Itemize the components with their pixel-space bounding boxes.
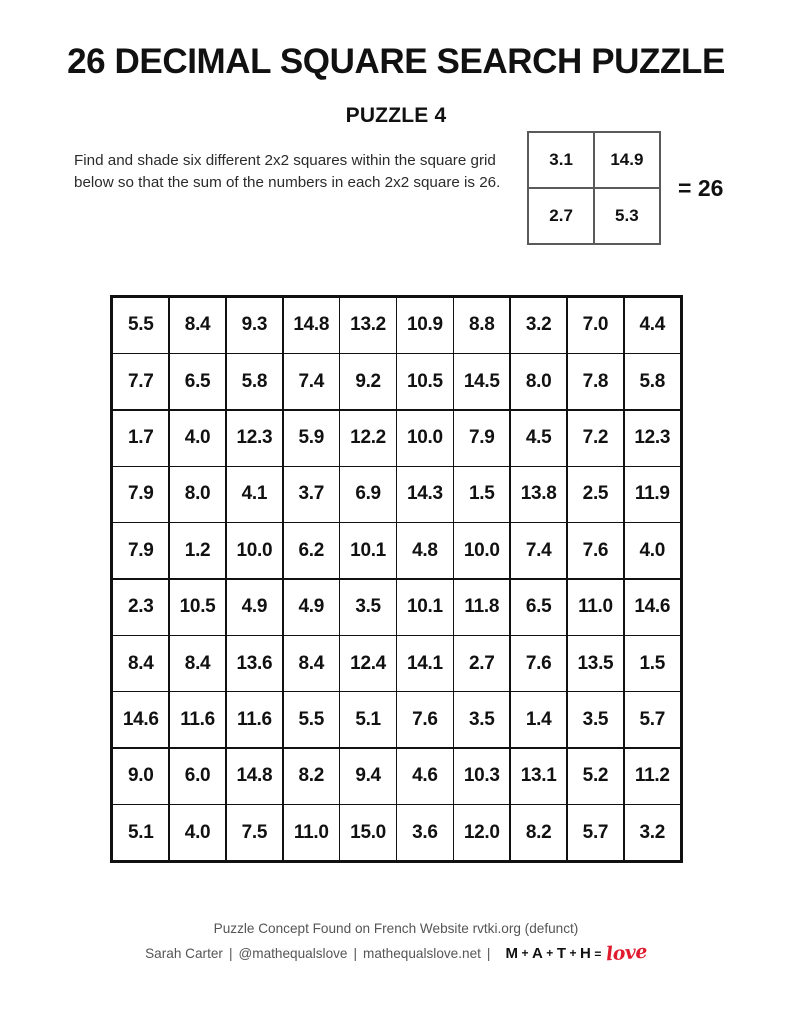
grid-cell[interactable]: 8.8 xyxy=(454,298,509,353)
footer-attribution-line xyxy=(0,942,792,965)
grid-cell[interactable]: 1.7 xyxy=(113,411,168,466)
grid-cell[interactable]: 10.0 xyxy=(227,523,282,578)
grid-cell[interactable]: 5.8 xyxy=(227,354,282,409)
grid-cell[interactable]: 10.0 xyxy=(397,411,452,466)
grid-cell[interactable]: 4.0 xyxy=(625,523,680,578)
grid-cell[interactable]: 7.9 xyxy=(113,523,168,578)
puzzle-grid[interactable] xyxy=(110,295,683,863)
grid-cell[interactable]: 6.9 xyxy=(340,467,395,522)
grid-cell[interactable]: 4.9 xyxy=(227,580,282,635)
footer-separator: | xyxy=(228,946,233,961)
grid-cell[interactable]: 10.0 xyxy=(454,523,509,578)
grid-cell[interactable]: 8.4 xyxy=(170,298,225,353)
logo-plus-icon: + xyxy=(546,946,554,960)
grid-cell[interactable]: 1.4 xyxy=(511,692,566,747)
grid-cell[interactable]: 3.2 xyxy=(625,805,680,860)
grid-cell[interactable]: 8.4 xyxy=(113,636,168,691)
grid-cell[interactable]: 8.0 xyxy=(170,467,225,522)
grid-cell[interactable]: 15.0 xyxy=(340,805,395,860)
grid-cell[interactable]: 11.2 xyxy=(625,749,680,804)
grid-cell[interactable]: 11.6 xyxy=(170,692,225,747)
example-cell: 14.9 xyxy=(595,133,659,187)
grid-cell[interactable]: 7.6 xyxy=(568,523,623,578)
grid-cell[interactable]: 5.1 xyxy=(340,692,395,747)
grid-cell[interactable]: 14.1 xyxy=(397,636,452,691)
example-cell: 3.1 xyxy=(529,133,593,187)
grid-cell[interactable]: 3.5 xyxy=(340,580,395,635)
grid-cell[interactable]: 5.9 xyxy=(284,411,339,466)
grid-cell[interactable]: 5.7 xyxy=(625,692,680,747)
logo-equals-icon: = xyxy=(594,947,602,961)
grid-cell[interactable]: 4.8 xyxy=(397,523,452,578)
grid-cell[interactable]: 5.8 xyxy=(625,354,680,409)
example-2x2-grid xyxy=(527,131,661,245)
grid-cell[interactable]: 13.6 xyxy=(227,636,282,691)
grid-cell[interactable]: 12.4 xyxy=(340,636,395,691)
grid-cell[interactable]: 8.2 xyxy=(284,749,339,804)
logo-letter-h: H xyxy=(580,945,592,962)
grid-cell[interactable]: 11.9 xyxy=(625,467,680,522)
grid-cell[interactable]: 9.0 xyxy=(113,749,168,804)
grid-cell[interactable]: 1.5 xyxy=(454,467,509,522)
grid-cell[interactable]: 14.8 xyxy=(227,749,282,804)
grid-cell[interactable]: 3.2 xyxy=(511,298,566,353)
grid-cell[interactable]: 7.0 xyxy=(568,298,623,353)
grid-cell[interactable]: 14.8 xyxy=(284,298,339,353)
grid-cell[interactable]: 9.4 xyxy=(340,749,395,804)
grid-cell[interactable]: 10.1 xyxy=(397,580,452,635)
grid-cell[interactable]: 7.9 xyxy=(454,411,509,466)
grid-cell[interactable]: 8.2 xyxy=(511,805,566,860)
grid-cell[interactable]: 10.5 xyxy=(397,354,452,409)
grid-cell[interactable]: 3.6 xyxy=(397,805,452,860)
math-equals-love-logo xyxy=(505,942,646,965)
footer-website-link[interactable]: mathequalslove.net xyxy=(363,946,481,961)
footer-separator: | xyxy=(353,946,358,961)
grid-cell[interactable]: 2.7 xyxy=(454,636,509,691)
grid-cell[interactable]: 11.0 xyxy=(568,580,623,635)
grid-cell[interactable]: 3.7 xyxy=(284,467,339,522)
instructions-text: Find and shade six different 2x2 squares within the square grid below so that the sum of the numbers in each 2x2 square is 26. xyxy=(74,152,501,192)
grid-cell[interactable]: 11.8 xyxy=(454,580,509,635)
grid-cell[interactable]: 10.3 xyxy=(454,749,509,804)
example-cell: 2.7 xyxy=(529,189,593,243)
logo-love-script: love xyxy=(605,940,648,966)
grid-cell[interactable]: 10.9 xyxy=(397,298,452,353)
grid-cell[interactable]: 12.0 xyxy=(454,805,509,860)
grid-cell[interactable]: 9.3 xyxy=(227,298,282,353)
grid-cell[interactable]: 7.7 xyxy=(113,354,168,409)
footer xyxy=(0,918,792,965)
grid-cell[interactable]: 4.6 xyxy=(397,749,452,804)
grid-cell[interactable]: 11.6 xyxy=(227,692,282,747)
grid-cell[interactable]: 4.0 xyxy=(170,805,225,860)
grid-cell[interactable]: 6.2 xyxy=(284,523,339,578)
grid-cell[interactable]: 4.4 xyxy=(625,298,680,353)
grid-cell[interactable]: 2.3 xyxy=(113,580,168,635)
grid-cell[interactable]: 13.8 xyxy=(511,467,566,522)
grid-cell[interactable]: 7.2 xyxy=(568,411,623,466)
grid-cell[interactable]: 7.6 xyxy=(397,692,452,747)
grid-cell[interactable]: 14.3 xyxy=(397,467,452,522)
logo-letter-a: A xyxy=(531,945,544,962)
grid-cell[interactable]: 4.1 xyxy=(227,467,282,522)
grid-cell[interactable]: 14.6 xyxy=(113,692,168,747)
grid-cell[interactable]: 6.5 xyxy=(511,580,566,635)
grid-cell[interactable]: 7.4 xyxy=(284,354,339,409)
grid-cell[interactable]: 13.2 xyxy=(340,298,395,353)
grid-cell[interactable]: 7.5 xyxy=(227,805,282,860)
puzzle-subtitle: PUZZLE 4 xyxy=(345,104,447,127)
logo-letter-m: M xyxy=(505,945,519,962)
grid-cell[interactable]: 5.5 xyxy=(113,298,168,353)
example-sum-label: = 26 xyxy=(678,174,724,201)
logo-plus-icon: + xyxy=(521,946,529,960)
grid-cell[interactable]: 8.0 xyxy=(511,354,566,409)
grid-cell[interactable]: 7.9 xyxy=(113,467,168,522)
grid-cell[interactable]: 8.4 xyxy=(170,636,225,691)
grid-cell[interactable]: 4.9 xyxy=(284,580,339,635)
example-cell: 5.3 xyxy=(595,189,659,243)
grid-cell[interactable]: 8.4 xyxy=(284,636,339,691)
grid-cell[interactable]: 3.5 xyxy=(568,692,623,747)
grid-cell[interactable]: 1.5 xyxy=(625,636,680,691)
grid-cell[interactable]: 9.2 xyxy=(340,354,395,409)
grid-cell[interactable]: 10.1 xyxy=(340,523,395,578)
grid-cell[interactable]: 12.3 xyxy=(625,411,680,466)
grid-cell[interactable]: 7.8 xyxy=(568,354,623,409)
footer-separator: | xyxy=(486,946,491,961)
page-title: 26 DECIMAL SQUARE SEARCH PUZZLE xyxy=(67,42,725,81)
grid-cell[interactable]: 5.1 xyxy=(113,805,168,860)
grid-cell[interactable]: 5.2 xyxy=(568,749,623,804)
grid-cell[interactable]: 6.5 xyxy=(170,354,225,409)
grid-cell[interactable]: 3.5 xyxy=(454,692,509,747)
grid-cell[interactable]: 14.5 xyxy=(454,354,509,409)
logo-plus-icon: + xyxy=(569,946,577,960)
grid-cell[interactable]: 11.0 xyxy=(284,805,339,860)
grid-cell[interactable]: 1.2 xyxy=(170,523,225,578)
grid-cell[interactable]: 12.2 xyxy=(340,411,395,466)
grid-cell[interactable]: 7.6 xyxy=(511,636,566,691)
example-container xyxy=(527,131,723,245)
footer-author: Sarah Carter xyxy=(145,946,223,961)
grid-cell[interactable]: 7.4 xyxy=(511,523,566,578)
grid-cell[interactable]: 14.6 xyxy=(625,580,680,635)
grid-cell[interactable]: 12.3 xyxy=(227,411,282,466)
grid-cell[interactable]: 5.5 xyxy=(284,692,339,747)
grid-cell[interactable]: 10.5 xyxy=(170,580,225,635)
grid-cell[interactable]: 4.5 xyxy=(511,411,566,466)
grid-cell[interactable]: 5.7 xyxy=(568,805,623,860)
grid-cell[interactable]: 4.0 xyxy=(170,411,225,466)
footer-handle: @mathequalslove xyxy=(238,946,348,961)
logo-letter-t: T xyxy=(556,945,567,962)
grid-cell[interactable]: 13.5 xyxy=(568,636,623,691)
grid-cell[interactable]: 13.1 xyxy=(511,749,566,804)
grid-cell[interactable]: 2.5 xyxy=(568,467,623,522)
footer-credit-line: Puzzle Concept Found on French Website rvtki.org (defunct) xyxy=(213,921,579,936)
grid-cell[interactable]: 6.0 xyxy=(170,749,225,804)
